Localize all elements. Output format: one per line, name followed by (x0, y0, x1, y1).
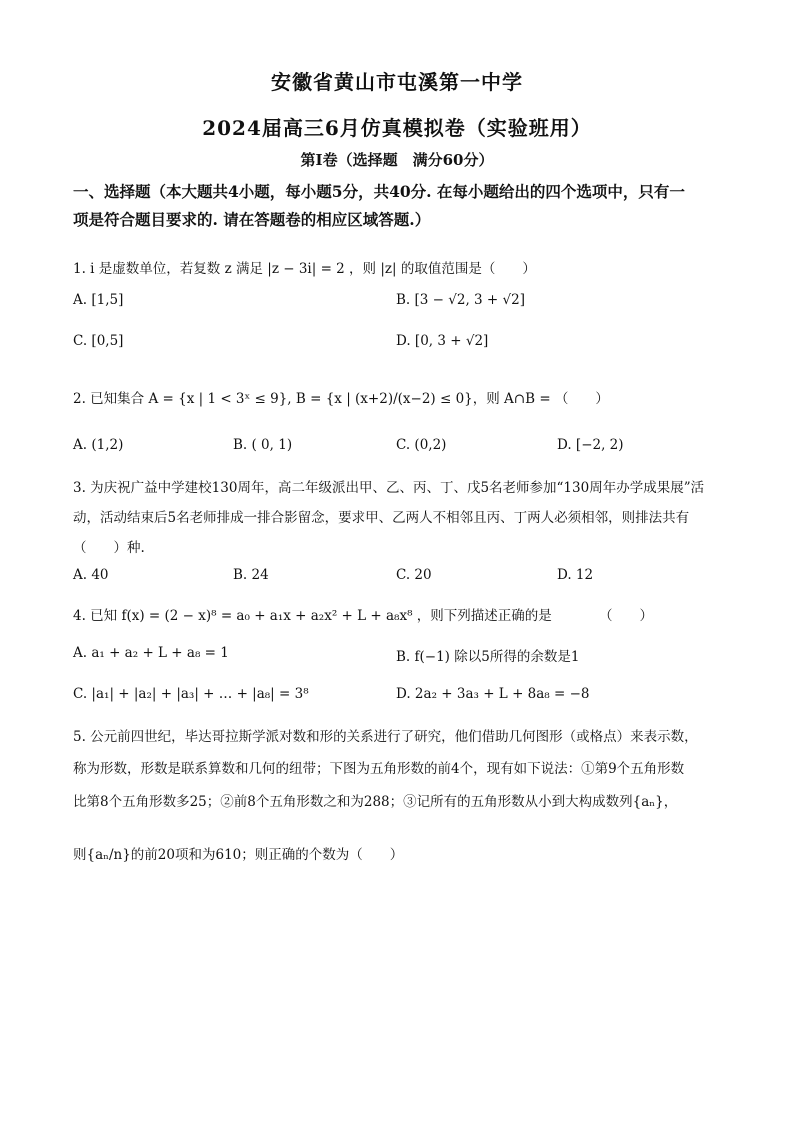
q2-option-c: C. (0,2) (396, 437, 447, 453)
q5-line3: 比第8个五角形数多25；②前8个五角形数之和为288；③记所有的五角形数从小到大构成数列{aₙ}， (73, 794, 678, 810)
q3-option-b: B. 24 (233, 567, 269, 583)
q1-stem: 1. i 是虚数单位，若复数 z 满足 |z − 3i| = 2 ，则 |z| 的取值范围是（ ） (73, 261, 536, 277)
q2-option-b: B. ( 0, 1) (233, 437, 293, 453)
q2-option-a: A. (1,2) (73, 437, 124, 453)
school-title: 安徽省黄山市屯溪第一中学 (271, 70, 523, 94)
section-instructions-line1: 一、选择题（本大题共4小题，每小题5分，共40分. 在每小题给出的四个选项中，只有一 (73, 182, 685, 201)
exam-title: 2024届高三6月仿真模拟卷（实验班用） (202, 116, 592, 140)
q1-option-d: D. [0, 3 + √2] (396, 333, 489, 349)
q4-option-a: A. a₁ + a₂ + L + a₈ = 1 (73, 645, 229, 661)
q1-option-c: C. [0,5] (73, 333, 124, 349)
q3-option-d: D. 12 (557, 567, 594, 583)
q4-option-b: B. f(−1) 除以5所得的余数是1 (396, 649, 580, 665)
q3-line2: 动，活动结束后5名老师排成一排合影留念，要求甲、乙两人不相邻且丙、丁两人必须相邻，则排法共有 (73, 510, 690, 526)
q1-option-a: A. [1,5] (73, 292, 124, 308)
q3-line3: （ ）种. (73, 540, 145, 556)
q4-option-d: D. 2a₂ + 3a₃ + L + 8a₈ = −8 (396, 686, 590, 702)
q5-line4: 则{aₙ/n}的前20项和为610；则正确的个数为（ ） (73, 847, 404, 863)
section-instructions-line2: 项是符合题目要求的. 请在答题卷的相应区域答题.） (73, 210, 431, 229)
q5-line1: 5. 公元前四世纪，毕达哥拉斯学派对数和形的关系进行了研究，他们借助几何图形（或格点）来表示数， (73, 729, 698, 745)
q1-option-b: B. [3 − √2, 3 + √2] (396, 292, 525, 308)
q4-option-c: C. |a₁| + |a₂| + |a₃| + … + |a₈| = 3⁸ (73, 686, 309, 702)
q2-stem: 2. 已知集合 A = {x | 1 < 3ˣ ≤ 9}, B = {x | (x+2)/(x−2) ≤ 0}，则 A∩B = （ ） (73, 391, 609, 407)
q2-option-d: D. [−2, 2) (557, 437, 624, 453)
q4-stem: 4. 已知 f(x) = (2 − x)⁸ = a₀ + a₁x + a₂x² + L + a₈x⁸ ，则下列描述正确的是 （ ） (73, 608, 654, 624)
q3-line1: 3. 为庆祝广益中学建校130周年，高二年级派出甲、乙、丙、丁、戊5名老师参加“130周年办学成果展”活 (73, 480, 705, 496)
q3-option-c: C. 20 (396, 567, 432, 583)
q5-line2: 称为形数，形数是联系算数和几何的纽带；下图为五角形数的前4个，现有如下说法：①第9个五角形数 (73, 761, 685, 777)
volume-heading: 第Ⅰ卷（选择题 满分60分） (300, 151, 494, 169)
q3-option-a: A. 40 (73, 567, 109, 583)
